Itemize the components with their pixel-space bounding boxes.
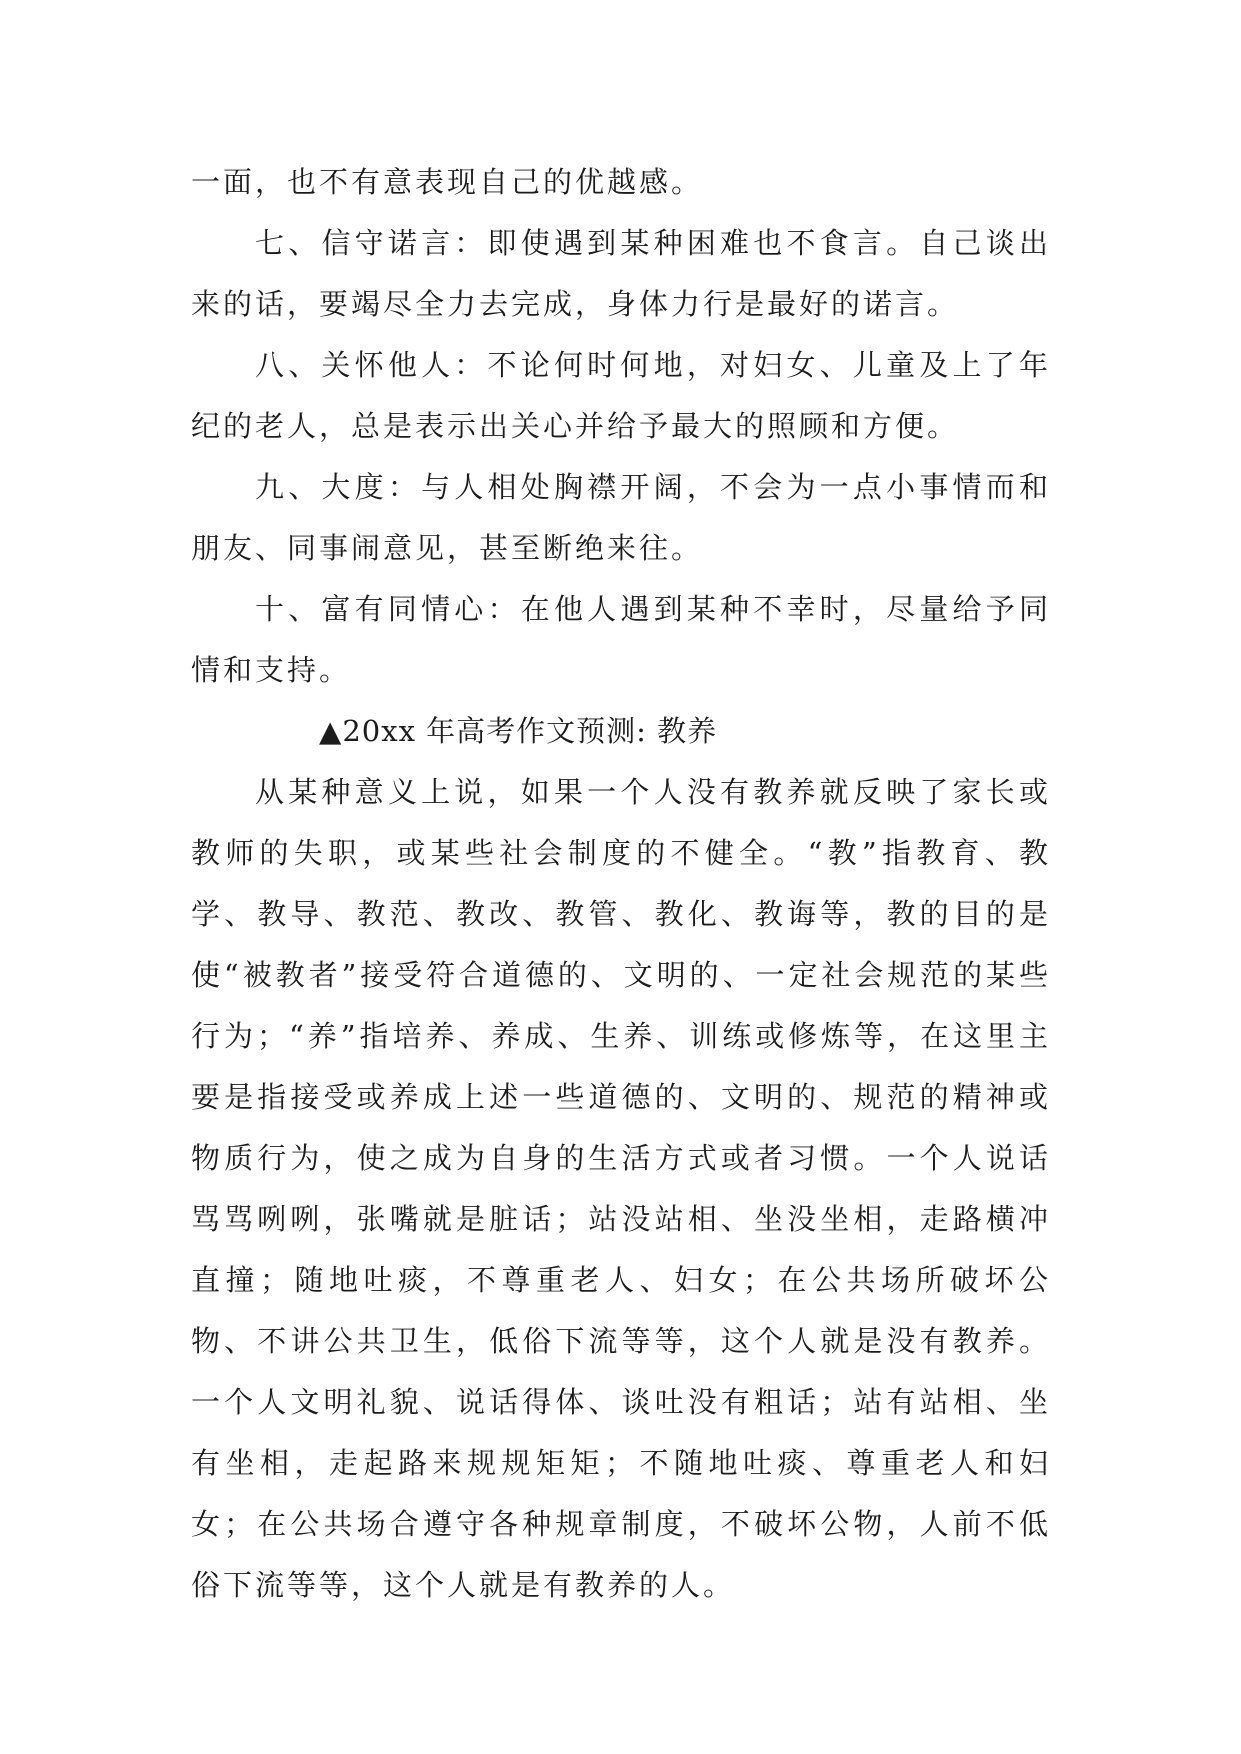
- paragraph-magnanimity: 九、大度：与人相处胸襟开阔，不会为一点小事情而和朋友、同事闹意见，甚至断绝来往。: [191, 470, 1051, 565]
- triangle-marker-icon: ▲: [319, 714, 343, 748]
- section-heading-text: 20xx 年高考作文预测: 教养: [342, 714, 718, 748]
- paragraph-keep-promise: 七、信守诺言：即使遇到某种困难也不食言。自己谈出来的话，要竭尽全力去完成，身体力行是最好的诺言。: [191, 226, 1051, 321]
- document-body: [191, 152, 1051, 1616]
- paragraph-sympathy: 十、富有同情心：在他人遇到某种不幸时，尽量给予同情和支持。: [191, 592, 1051, 687]
- paragraph-care-for-others: 八、关怀他人：不论何时何地，对妇女、儿童及上了年纪的老人，总是表示出关心并给予最大的照顾和方便。: [191, 348, 1051, 443]
- paragraph-continuation: 一面，也不有意表现自己的优越感。: [191, 165, 704, 199]
- paragraph-essay-body: 从某种意义上说，如果一个人没有教养就反映了家长或教师的失职，或某些社会制度的不健全。“教”指教育、教学、教导、教范、教改、教管、教化、教诲等，教的目的是使“被教者”接受符合道德的、文明的、一定社会规范的某些行为；“养”指培养、养成、生养、训练或修炼等，在这里主要是指接受或养成上述一些道德的、文明的、规范的精神或物质行为，使之成为自身的生活方式或者习惯。一个人说话骂骂咧咧，张嘴就是脏话；站没站相、坐没坐相，走路横冲直撞；随地吐痰，不尊重老人、妇女；在公共场所破坏公物、不讲公共卫生，低俗下流等等，这个人就是没有教养。一个人文明礼貌、说话得体、谈吐没有粗话；站有站相、坐有坐相，走起路来规规矩矩；不随地吐痰、尊重老人和妇女；在公共场合遵守各种规章制度，不破坏公物，人前不低俗下流等等，这个人就是有教养的人。: [191, 775, 1051, 1602]
- section-heading: [191, 701, 1051, 762]
